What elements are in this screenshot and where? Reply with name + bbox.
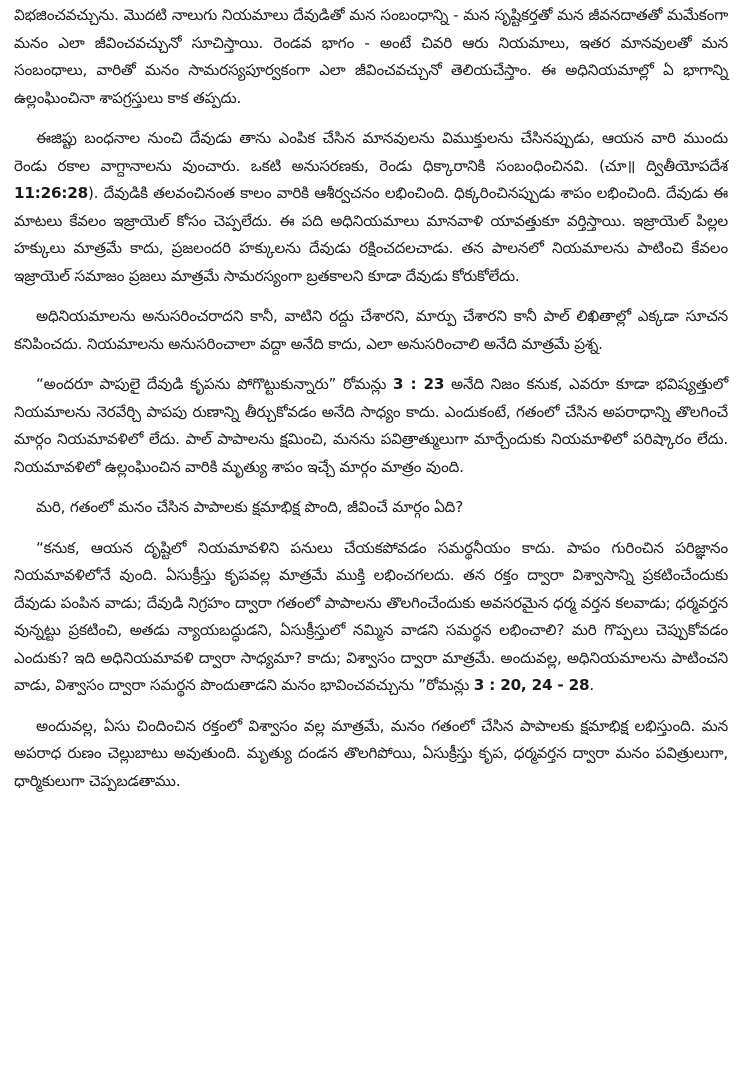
paragraph-7 — [14, 713, 728, 796]
paragraph-text: అనేది నిజం కనుక, ఎవరూ కూడా భవిష్యత్తులో నియమాలను నెరవేర్చి పాపపు రుణాన్ని తీర్చుకోవడం అనేది సాధ్యం కాదు. ఎందుకంటే, గతంలో చేసిన అపరాధాన్ని తొలగించే మార్గం నియమావళిలో లేదు. పాల్ పాపాలను క్షమించి, మనను పవిత్రాత్ములుగా మార్చేందుకు నియమాళిలో పరిష్కారం లేదు. నియమావళిలో ఉల్లంఘించిన వారికి మృత్యు శాపం ఇచ్చే మార్గం మాత్రం వుంది. — [14, 375, 728, 476]
paragraph-text: అందువల్ల, ఏసు చిందించిన రక్తంలో విశ్వాసం వల్ల మాత్రమే, మనం గతంలో చేసిన పాపాలకు క్షమాభిక్ష లభిస్తుంది. మన అపరాధ రుణం చెల్లుబాటు అవుతుంది. మృత్యు దండన తొలగిపోయి, ఏసుక్రీస్తు కృప, ధర్మవర్తన ద్వారా మనం పవిత్రులుగా, ధార్మికులుగా చెప్పబడతాము. — [14, 716, 728, 790]
paragraph-4 — [14, 371, 728, 481]
paragraph-2 — [14, 125, 728, 290]
paragraph-text: మరి, గతంలో మనం చేసిన పాపాలకు క్షమాభిక్ష పొంది, జీవించే మార్గం ఏది? — [36, 498, 464, 516]
paragraph-text: . — [589, 676, 594, 694]
paragraph-text: అధినియమాలను అనుసరించరాదని కానీ, వాటిని రద్దు చేశారని, మార్పు చేశారని కానీ పాల్ లిఖితాల్లో ఎక్కడా సూచన కనిపించదు. నియమాలను అనుసరించాలా వద్దా అనేది కాదు, ఎలా అనుసరించాలి అనేది మాత్రమే ప్రశ్న. — [14, 307, 728, 353]
scripture-reference: 3 : 20, 24 - 28 — [473, 676, 590, 694]
paragraph-text: “అందరూ పాపులై దేవుడి కృపను పోగొట్టుకున్నారు” రోమన్లు — [36, 375, 393, 393]
paragraph-text: విభజించవచ్చును. మొదటి నాలుగు నియమాలు దేవుడితో మన సంబంధాన్ని - మన సృష్టికర్తతో మన జీవనదాతతో మమేకంగా మనం ఎలా జీవించవచ్చునో సూచిస్తాయి. రెండవ భాగం - అంటే చివరి ఆరు నియమాలు, ఇతర మానవులతో మన సంబంధాలు, వారితో మనం సామరస్యపూర్వకంగా ఎలా జీవించవచ్చునో తెలియచేస్తాం. ఈ అధినియమాల్లో ఏ భాగాన్ని ఉల్లంఘించినా శాపగ్రస్తులు కాక తప్పదు. — [14, 6, 728, 107]
paragraph-text: “కనుక, ఆయన దృష్టిలో నియమావళిని పనులు చేయకపోవడం సమర్థనీయం కాదు. పాపం గురించిన పరిజ్ఞానం నియమావళిలోనే వుంది. ఏసుక్రీస్తు కృపవల్ల మాత్రమే ముక్తి లభించగలదు. తన రక్తం ద్వారా విశ్వాసాన్ని ప్రకటించేందుకు దేవుడు పంపిన వాడు; దేవుడి నిగ్రహం ద్వారా గతంలో పాపాలను తొలగించేందుకు అవసరమైన ధర్మ వర్తన కలవాడు; ధర్మవర్తన వున్నట్టు ప్రకటించి, అతడు న్యాయబద్ధుడని, ఏసుక్రీస్తులో నమ్మిన వాడని సమర్థన లభించాలి? మరి గొప్పలు చెప్పుకోవడం ఎందుకు? ఇది అధినియమావళి ద్వారా సాధ్యమా? కాదు; విశ్వాసం ద్వారా మాత్రమే. అందువల్ల, అధినియమాలను పాటించని వాడు, విశ్వాసం ద్వారా సమర్థన పొందుతాడని మనం భావించవచ్చును ”రోమన్లు — [14, 538, 728, 694]
paragraph-3 — [14, 303, 728, 358]
scripture-reference: 3 : 23 — [392, 375, 445, 393]
scripture-reference: 11:26:28 — [14, 184, 88, 202]
paragraph-text: ). దేవుడికి తలవంచినంత కాలం వారికి ఆశీర్వచనం లభించింది. ధిక్కరించినప్పుడు శాపం లభించింది. దేవుడు ఈ మాటలు కేవలం ఇజ్రాయెల్ కోసం చెప్పలేదు. ఈ పది అధినియమాలు మానవాళి యావత్తుకూ వర్తిస్తాయి. ఇజ్రాయెల్ పిల్లల హక్కులు మాత్రమే కాదు, ప్రజలందరి హక్కులను దేవుడు రక్షించదలచాడు. తన పాలనలో నియమాలను పాటించి కేవలం ఇజ్రాయెల్ సమాజం ప్రజలు మాత్రమే సామరస్యంగా బ్రతకాలని కూడా దేవుడు కోరుకోలేదు. — [14, 184, 728, 285]
paragraph-5 — [14, 494, 728, 522]
paragraph-6 — [14, 535, 728, 700]
paragraph-1 — [14, 2, 728, 112]
paragraph-text: ఈజిప్టు బంధనాల నుంచి దేవుడు తాను ఎంపిక చేసిన మానవులను విముక్తులను చేసినప్పుడు, ఆయన వారి ముందు రెండు రకాల వాగ్దానాలను వుంచారు. ఒకటి అనుసరణకు, రెండు ధిక్కారానికి సంబంధించినవి. (చూ॥ ద్వితీయోపదేశ — [14, 129, 728, 175]
